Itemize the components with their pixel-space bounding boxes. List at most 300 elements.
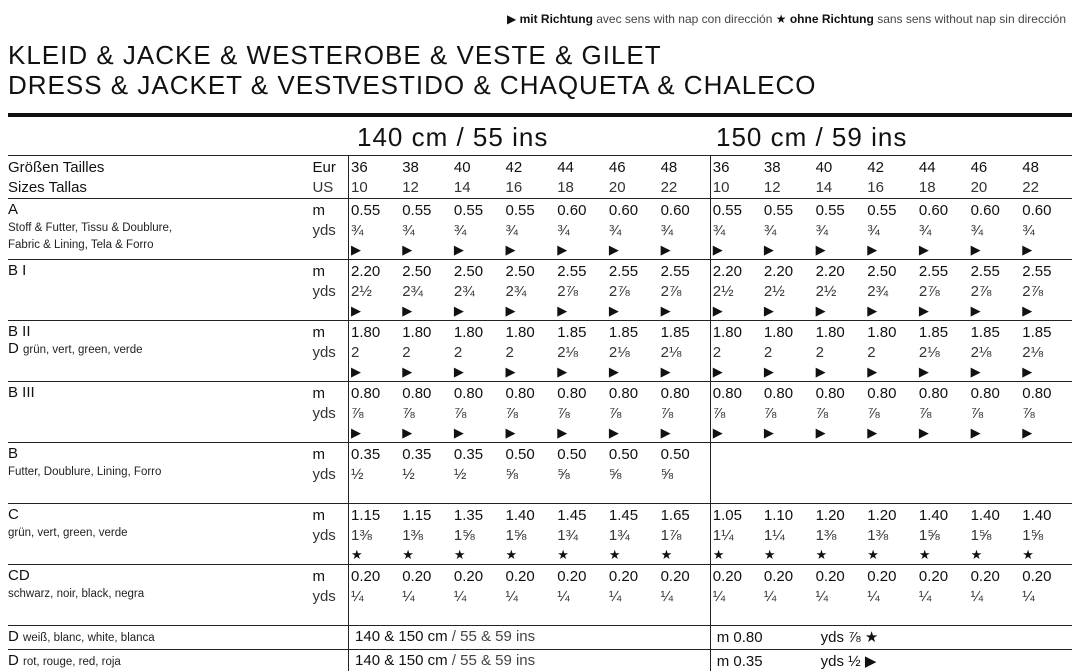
nap-symbol <box>764 607 814 625</box>
nap-symbol <box>506 485 556 503</box>
value-cell <box>555 443 607 504</box>
meters-value: 2.55 <box>660 263 690 280</box>
value-cell <box>969 260 1021 321</box>
meters-value: 2.55 <box>608 263 639 280</box>
yardage-row <box>8 565 1072 626</box>
without-nap-icon: ★ <box>763 547 776 562</box>
size-cell <box>504 156 556 199</box>
with-nap-es: con dirección <box>701 12 773 26</box>
with-nap-icon: ▶ <box>557 425 568 440</box>
meters-unit: m <box>312 385 325 402</box>
with-nap-icon: ▶ <box>970 364 981 379</box>
us-size: 22 <box>660 179 678 196</box>
with-nap-icon: ▶ <box>660 364 671 379</box>
value-cell <box>504 321 556 382</box>
with-nap-de: mit Richtung <box>519 12 593 26</box>
value-cell <box>659 443 711 504</box>
value-cell <box>555 565 607 626</box>
yards-value: 1⅝ <box>505 527 527 544</box>
yardage-row <box>8 443 1072 504</box>
value-cell <box>349 382 401 443</box>
yards-value <box>1022 465 1072 485</box>
value-cell <box>865 199 917 260</box>
yards-value: ¾ <box>815 222 829 239</box>
value-cell <box>607 443 659 504</box>
value-cell <box>607 199 659 260</box>
with-nap-icon: ▶ <box>815 425 826 440</box>
with-nap-icon: ▶ <box>557 303 568 318</box>
meters-value: 2.50 <box>505 263 535 280</box>
yards-value: ⅞ <box>815 405 829 422</box>
value-cell <box>969 504 1021 565</box>
with-nap-icon: ▶ <box>608 364 619 379</box>
value-cell <box>969 199 1021 260</box>
meters-value: 0.80 <box>608 385 639 402</box>
row-unit <box>308 650 348 671</box>
size-row <box>8 156 1072 199</box>
meters-value: 1.80 <box>763 324 794 341</box>
yards-value: ¼ <box>660 588 674 605</box>
size-cell <box>969 156 1021 199</box>
yards-value: 2¾ <box>402 283 424 300</box>
value-cell <box>400 565 452 626</box>
meters-value: 1.15 <box>351 507 381 524</box>
row-label <box>8 626 308 650</box>
value-cell <box>349 443 401 504</box>
row-code: D <box>8 652 19 669</box>
us-size: 10 <box>351 179 368 196</box>
with-nap-icon: ▶ <box>867 425 878 440</box>
meters-value: 0.20 <box>763 568 794 585</box>
eur-size: 40 <box>815 159 833 176</box>
row-code: B <box>8 445 19 462</box>
row-label <box>8 443 308 504</box>
yards-value: 2½ <box>763 283 785 300</box>
meters-value: 0.50 <box>660 446 690 463</box>
yards-value: ⅞ <box>608 405 622 422</box>
yards-unit: yds <box>312 405 336 422</box>
yards-value: 2⅞ <box>608 283 630 300</box>
header-rule <box>8 113 1072 117</box>
value-cell <box>400 321 452 382</box>
with-nap-icon: ▶ <box>712 303 723 318</box>
yardage-table <box>8 155 1072 671</box>
meters-value: 1.45 <box>557 507 587 524</box>
with-nap-icon: ▶ <box>505 425 516 440</box>
row-code: B II <box>8 323 31 340</box>
yards-value: ⅞ <box>1022 405 1035 422</box>
meters-value: 1.65 <box>660 507 690 524</box>
size-cell <box>710 156 762 199</box>
meters-value: 0.55 <box>815 202 845 219</box>
yards-value: ¾ <box>505 222 519 239</box>
nap-symbol <box>351 607 400 625</box>
yards-value: ¾ <box>918 222 932 239</box>
width-span-cell <box>349 650 711 671</box>
meters-value: 1.10 <box>763 507 794 524</box>
with-nap-icon: ▶ <box>867 364 878 379</box>
yards-value: ¼ <box>763 588 777 605</box>
nap-symbol <box>661 485 710 503</box>
yards-value: 1⅜ <box>351 527 372 544</box>
value-cell <box>969 382 1021 443</box>
value-cell <box>917 565 969 626</box>
meters-value: 0.60 <box>1022 202 1052 219</box>
value-cell <box>504 382 556 443</box>
value-cell <box>969 565 1021 626</box>
with-nap-icon: ▶ <box>402 303 413 318</box>
yards-value: 2⅛ <box>608 344 630 361</box>
yards-value: ½ <box>453 466 467 483</box>
yards-unit: yds <box>820 629 844 646</box>
flat-yardage <box>711 650 1072 670</box>
yards-value: ¾ <box>351 222 364 239</box>
yards-value: ⅞ <box>970 405 984 422</box>
value-cell <box>814 321 866 382</box>
with-nap-icon: ▶ <box>763 425 774 440</box>
yards-value: 2½ <box>712 283 734 300</box>
meters-value <box>919 445 969 465</box>
yards-value: ¼ <box>918 588 932 605</box>
meters-unit: m <box>312 568 325 585</box>
meters-value <box>867 445 917 465</box>
yards-value: 2½ <box>351 283 372 300</box>
size-cell <box>349 156 401 199</box>
yards-value: ¼ <box>351 588 364 605</box>
yardage-row <box>8 321 1072 382</box>
nap-symbol <box>454 607 504 625</box>
value-cell <box>555 382 607 443</box>
meters-value: 0.35 <box>733 653 763 670</box>
with-nap-icon: ▶ <box>402 425 413 440</box>
value-cell <box>1020 260 1072 321</box>
yards-value: ⅞ <box>867 405 880 422</box>
without-nap-icon: ★ <box>712 547 725 562</box>
yards-value: ¾ <box>763 222 777 239</box>
yards-value: ¾ <box>557 222 570 239</box>
meters-value: 0.20 <box>608 568 639 585</box>
yards-value: 2 <box>505 344 514 361</box>
value-cell <box>814 565 866 626</box>
with-nap-icon: ▶ <box>453 303 464 318</box>
meters-unit: m <box>312 324 325 341</box>
flat-yardage <box>711 626 1072 646</box>
size-label <box>8 156 308 199</box>
meters-value: 0.80 <box>1022 385 1052 402</box>
value-cell <box>555 504 607 565</box>
meters-value: 0.35 <box>453 446 484 463</box>
value-cell <box>400 504 452 565</box>
with-nap-icon: ▶ <box>815 303 826 318</box>
meters-value: 0.80 <box>505 385 535 402</box>
with-nap-icon: ▶ <box>660 425 671 440</box>
row-unit <box>308 626 348 650</box>
nap-symbol <box>609 607 659 625</box>
with-nap-icon: ▶ <box>815 242 826 257</box>
with-nap-icon: ▶ <box>660 242 671 257</box>
value-cell <box>710 443 762 504</box>
row-desc: grün, vert, green, verde <box>23 344 143 356</box>
value-cell <box>504 199 556 260</box>
yards-value: 2⅛ <box>970 344 992 361</box>
us-size: 16 <box>505 179 523 196</box>
yards-value: 1¼ <box>763 527 785 544</box>
meters-value: 1.40 <box>505 507 535 524</box>
yards-value: ½ <box>848 653 861 670</box>
yards-value: ¾ <box>453 222 467 239</box>
value-cell <box>504 504 556 565</box>
value-cell <box>555 260 607 321</box>
value-cell <box>349 260 401 321</box>
yards-value: ¼ <box>1022 588 1035 605</box>
value-cell <box>917 443 969 504</box>
yards-value: 2 <box>402 344 411 361</box>
flat-yardage-cell <box>710 650 1072 671</box>
yards-value: ¾ <box>970 222 984 239</box>
value-cell <box>555 321 607 382</box>
row-unit <box>308 199 348 260</box>
without-nap-icon: ★ <box>918 547 931 562</box>
width-span-bold: 140 & 150 cm <box>355 652 448 669</box>
value-cell <box>917 260 969 321</box>
nap-symbol <box>919 485 969 503</box>
meters-value: 1.15 <box>402 507 432 524</box>
meters-value: 2.55 <box>970 263 1000 280</box>
yards-value <box>867 465 917 485</box>
value-cell <box>762 565 814 626</box>
nap-symbol <box>867 485 917 503</box>
row-label <box>8 382 308 443</box>
yards-value: 2⅛ <box>557 344 579 361</box>
meters-value: 0.55 <box>402 202 432 219</box>
yards-value: 2 <box>712 344 722 361</box>
row-desc: grün, vert, green, verde <box>8 527 128 539</box>
meters-value: 0.80 <box>970 385 1000 402</box>
yards-value: ⅝ <box>660 466 674 483</box>
with-nap-fr: avec sens <box>596 12 651 26</box>
meters-value: 0.35 <box>402 446 432 463</box>
meters-value: 0.20 <box>712 568 742 585</box>
meters-value: 1.80 <box>505 324 535 341</box>
nap-symbol <box>557 485 607 503</box>
yards-value: ¾ <box>712 222 726 239</box>
meters-value: 2.20 <box>712 263 742 280</box>
value-cell <box>452 321 504 382</box>
row-code: D <box>8 628 19 645</box>
with-nap-en: with nap <box>653 12 699 26</box>
us-size: 12 <box>402 179 419 196</box>
yards-value: 1⅝ <box>1022 527 1044 544</box>
yards-unit: yds <box>820 653 844 670</box>
with-nap-icon: ▶ <box>608 425 619 440</box>
yards-value: 1¾ <box>608 527 630 544</box>
yards-value: 1⅞ <box>660 527 682 544</box>
yards-value: 2 <box>815 344 824 361</box>
eur-size: 44 <box>918 159 936 176</box>
with-nap-icon: ▶ <box>970 425 981 440</box>
yards-value: ¾ <box>1022 222 1035 239</box>
row-unit <box>308 565 348 626</box>
value-cell <box>452 443 504 504</box>
without-nap-icon: ★ <box>815 547 828 562</box>
title-en: DRESS & JACKET & VEST <box>8 70 350 100</box>
meters-value: 0.50 <box>505 446 535 463</box>
with-nap-icon: ▶ <box>763 242 774 257</box>
with-nap-icon: ▶ <box>557 242 568 257</box>
yards-value: 2⅛ <box>1022 344 1044 361</box>
value-cell <box>452 565 504 626</box>
eur-size: 42 <box>505 159 523 176</box>
yards-value: ¼ <box>402 588 415 605</box>
yards-value: 1⅜ <box>402 527 424 544</box>
value-cell <box>555 199 607 260</box>
row-label <box>8 199 308 260</box>
value-cell <box>865 443 917 504</box>
meters-unit: m <box>312 202 325 219</box>
nap-symbol <box>713 607 762 625</box>
without-nap-en: without nap <box>934 12 996 26</box>
meters-value: 0.80 <box>815 385 845 402</box>
yards-value: 2⅞ <box>557 283 579 300</box>
yards-value: ¼ <box>712 588 726 605</box>
meters-value: 0.20 <box>660 568 690 585</box>
yards-value: ⅞ <box>557 405 570 422</box>
with-nap-icon: ▶ <box>453 242 464 257</box>
value-cell <box>1020 321 1072 382</box>
size-cell <box>555 156 607 199</box>
flat-yardage-cell <box>710 626 1072 650</box>
footer-row <box>8 650 1072 671</box>
yards-value: ⅝ <box>557 466 570 483</box>
value-cell <box>917 504 969 565</box>
meters-value: 2.50 <box>867 263 897 280</box>
with-nap-icon: ▶ <box>505 303 516 318</box>
us-size: 14 <box>453 179 471 196</box>
meters-value <box>764 445 814 465</box>
meters-value: 1.80 <box>712 324 742 341</box>
without-nap-icon: ★ <box>453 547 466 562</box>
yards-value: 2 <box>351 344 360 361</box>
meters-value: 0.20 <box>815 568 845 585</box>
meters-value: 0.50 <box>557 446 587 463</box>
size-cell <box>1020 156 1072 199</box>
meters-value: 0.60 <box>970 202 1000 219</box>
with-nap-icon: ▶ <box>351 242 362 257</box>
value-cell <box>865 260 917 321</box>
without-nap-icon: ★ <box>867 547 879 562</box>
meters-value: 2.55 <box>918 263 949 280</box>
size-cell <box>400 156 452 199</box>
yards-value: 2¾ <box>453 283 475 300</box>
yards-value: 2⅞ <box>660 283 682 300</box>
yards-value: ¼ <box>608 588 622 605</box>
value-cell <box>659 504 711 565</box>
value-cell <box>1020 504 1072 565</box>
yards-value: ⅞ <box>402 405 415 422</box>
with-nap-icon: ▶ <box>1022 425 1033 440</box>
value-cell <box>865 382 917 443</box>
us-size: 10 <box>712 179 730 196</box>
value-cell <box>710 199 762 260</box>
with-nap-icon: ▶ <box>815 364 826 379</box>
meters-value: 0.20 <box>918 568 949 585</box>
yards-value: 2½ <box>815 283 837 300</box>
yards-value: ⅝ <box>608 466 622 483</box>
value-cell <box>814 260 866 321</box>
with-nap-icon: ▶ <box>1022 242 1033 257</box>
yards-value: ⅞ <box>763 405 777 422</box>
with-nap-icon: ▶ <box>608 303 619 318</box>
row-unit <box>308 321 348 382</box>
row-code: CD <box>8 567 30 584</box>
eur-size: 48 <box>660 159 678 176</box>
width-span-text <box>349 626 710 645</box>
nap-symbol <box>609 485 659 503</box>
yards-value: 2 <box>867 344 876 361</box>
without-nap-de: ohne Richtung <box>789 12 874 26</box>
yards-unit: yds <box>312 527 336 544</box>
nap-symbol <box>764 485 814 503</box>
with-nap-icon: ▶ <box>351 364 362 379</box>
width-span-bold: 140 & 150 cm <box>355 628 448 645</box>
value-cell <box>814 443 866 504</box>
meters-unit: m <box>312 263 325 280</box>
value-cell <box>452 504 504 565</box>
eur-size: 44 <box>557 159 574 176</box>
row-label <box>8 565 308 626</box>
meters-value: 0.20 <box>1022 568 1052 585</box>
yards-value: 2 <box>453 344 463 361</box>
meters-value: 1.80 <box>453 324 484 341</box>
with-nap-icon: ▶ <box>867 303 878 318</box>
meters-value: 0.20 <box>402 568 432 585</box>
meters-value: 2.55 <box>1022 263 1052 280</box>
meters-value: 0.80 <box>712 385 742 402</box>
value-cell <box>762 199 814 260</box>
us-size: 12 <box>763 179 781 196</box>
value-cell <box>349 504 401 565</box>
value-cell <box>710 321 762 382</box>
yards-value: 1⅝ <box>918 527 940 544</box>
with-nap-icon: ▶ <box>867 242 878 257</box>
meters-value: 1.80 <box>867 324 897 341</box>
yards-value: ¼ <box>815 588 829 605</box>
row-label <box>8 504 308 565</box>
nap-symbol <box>661 607 710 625</box>
with-nap-icon: ▶ <box>660 303 671 318</box>
yards-value: 2¾ <box>505 283 527 300</box>
width-span-text <box>349 650 710 669</box>
meters-value: 0.20 <box>505 568 535 585</box>
with-nap-icon: ▶ <box>918 364 929 379</box>
meters-value: 0.80 <box>453 385 484 402</box>
row-code: B I <box>8 262 27 279</box>
meters-unit: m <box>716 653 730 670</box>
yards-value <box>919 465 969 485</box>
without-nap-icon: ★ <box>970 547 983 562</box>
eur-size: 42 <box>867 159 884 176</box>
meters-value: 1.45 <box>608 507 639 524</box>
without-nap-icon: ★ <box>505 547 518 562</box>
size-unit <box>308 156 348 199</box>
row-label <box>8 321 308 382</box>
yards-value: 1⅝ <box>970 527 992 544</box>
meters-value: 0.80 <box>402 385 432 402</box>
value-cell <box>607 382 659 443</box>
meters-value: 0.50 <box>608 446 639 463</box>
meters-value: 2.50 <box>453 263 484 280</box>
without-nap-icon: ★ <box>660 547 673 562</box>
